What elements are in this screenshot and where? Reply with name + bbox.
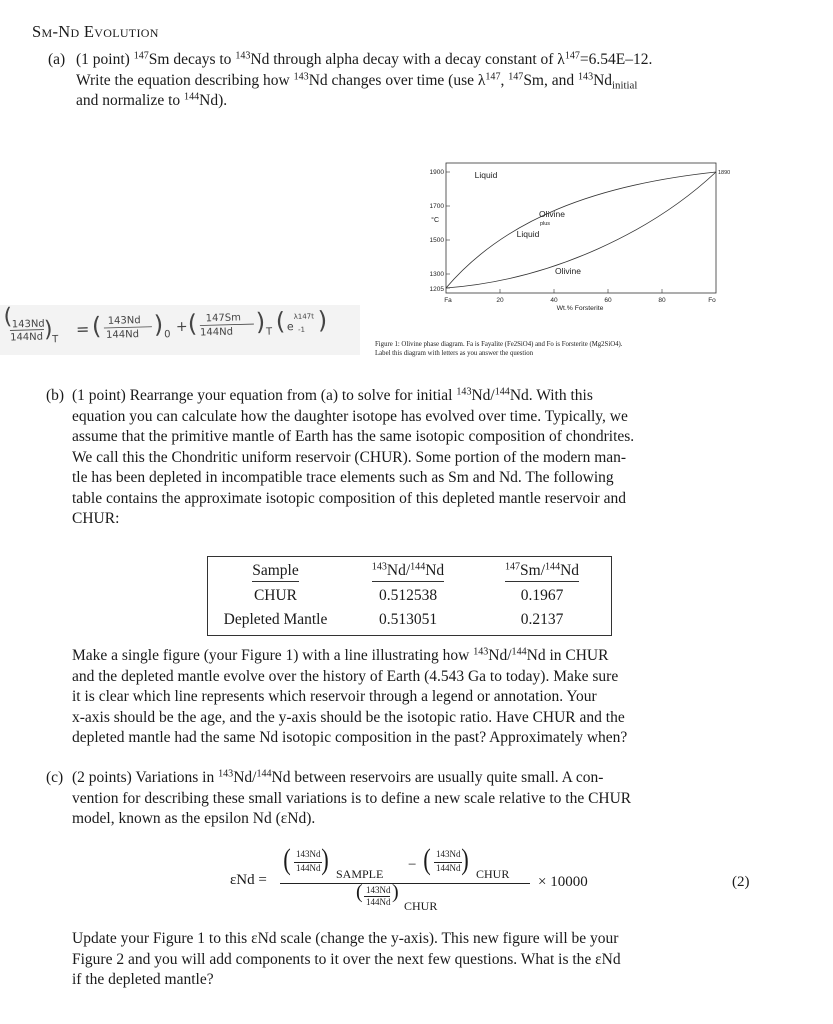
hw-lhs-num: 143Nd xyxy=(11,318,45,331)
part-a-label: (a) xyxy=(48,51,66,68)
cell-sample: Depleted Mantle xyxy=(223,611,328,628)
hw-plus: + xyxy=(175,318,188,336)
cell-sm: 0.1967 xyxy=(520,587,564,604)
ytick-1500: 1500 xyxy=(429,237,444,244)
xtick-20: 20 xyxy=(496,297,504,304)
hw-lhs-sub: T xyxy=(52,334,59,346)
y-axis-label: °C xyxy=(431,217,439,224)
header-sm-ratio: $^{147}$Sm/$^{144}$Nd xyxy=(505,562,579,582)
part-b-text: (1 point) Rearrange your equation from (a) to solve for initial $^{143}$Nd/$^{144}$Nd. With this equation you can calculate how the daughter isotope has evolved over time. Typically, we assume that the primitive mantle of Earth has the same isotopic composition of chondrites. We call this the Chondritic uniform reservoir (CHUR). Some portion of the modern man- tle has been depleted in incompatible trace elements such as Sm and Nd. The following table contains the approximate isotopic composition of this depleted mantle reservoir and CHUR: xyxy=(72,386,635,527)
svg-text:(: ( xyxy=(275,307,286,336)
eq-times: × 10000 xyxy=(538,874,588,890)
ytick-1700: 1700 xyxy=(429,203,444,210)
header-nd-ratio: $^{143}$Nd/$^{144}$Nd xyxy=(372,562,444,582)
xtick-fa: Fa xyxy=(444,297,452,304)
solidus-curve xyxy=(446,172,716,288)
right-temp-label: 1890 xyxy=(718,170,731,176)
xtick-fo: Fo xyxy=(708,297,716,304)
part-b-label: (b) xyxy=(46,387,65,404)
hw-exp-base: e xyxy=(286,320,294,334)
part-c-points: (2 points) xyxy=(72,769,132,786)
eq-number: (2) xyxy=(732,874,750,890)
region-plus: plus xyxy=(539,221,551,227)
part-c-label: (c) xyxy=(46,769,64,786)
table-header-row xyxy=(208,560,611,584)
part-c-text: (2 points) Variations in $^{143}$Nd/$^{144}$Nd between reservoirs are usually quite small. A con- vention for describing these small variations is to define a new scale relative to the CHUR model, known as the epsilon Nd (εNd). xyxy=(72,768,632,827)
svg-text:): ) xyxy=(317,306,328,335)
eq-fraction-bar xyxy=(280,883,530,884)
cell-sample: CHUR xyxy=(253,587,298,604)
svg-text:(: ( xyxy=(3,304,13,330)
plot-frame xyxy=(446,163,716,293)
hw-r1-den: 144Nd xyxy=(105,329,140,341)
eq-chur-sub-2: CHUR xyxy=(404,899,438,913)
ytick-1900: 1900 xyxy=(429,169,444,176)
svg-text:): ) xyxy=(153,310,164,339)
liquidus-curve xyxy=(446,172,716,288)
x-axis-label: Wt.% Forsterite xyxy=(556,305,604,312)
part-a-points: (1 point) xyxy=(76,51,130,68)
isotope-table xyxy=(207,556,612,636)
svg-text:(: ( xyxy=(91,312,102,341)
part-a-text: (1 point) $^{147}$Sm decays to $^{143}$Nd through alpha decay with a decay constant of $\lambda^{147}=6.54E-12$. Write the equation describing how $^{143}$Nd changes over time (use $\lambda^{147}$, $^{147}$Sm, and $^{143}Nd_{initial}$ and normalize to $^{144}$Nd). xyxy=(76,50,653,109)
handwritten-answer xyxy=(0,305,360,355)
epsilon-nd-equation: εNd = ( 143Nd 144Nd ) SAMPLE − ( 143Nd 144Nd ) CHUR ( 143Nd 144Nd ) CHUR × 10000 (2) xyxy=(230,843,750,913)
eq-lhs: εNd = xyxy=(230,872,267,888)
olivine-phase-diagram xyxy=(424,160,731,340)
cell-nd: 0.513051 xyxy=(378,611,438,628)
cell-sm: 0.2137 xyxy=(520,611,564,628)
region-olivine: Olivine xyxy=(555,266,581,276)
ytick-1300: 1300 xyxy=(429,271,444,278)
hw-r1-num: 143Nd xyxy=(107,315,141,327)
part-b-continued-text: Make a single figure (your Figure 1) with a line illustrating how $^{143}$Nd/$^{144}$Nd in CHUR and the depleted mantle evolve over the history of Earth (4.543 Ga to today). Make sure it is clear which line represents which reservoir through a legend or annotation. Your x-axis should be the age, and the y-axis should be the isotopic ratio. Have CHUR and the depleted mantle had the same Nd isotopic composition in the past? Approximately when? xyxy=(72,646,628,746)
eq-sample-sub: SAMPLE xyxy=(336,867,384,881)
region-olivine-plus-liquid-1: Olivine xyxy=(539,209,565,219)
eq-chur-sub-1: CHUR xyxy=(476,867,510,881)
header-sample: Sample xyxy=(252,562,299,582)
hw-exp-minus: -1 xyxy=(297,325,306,334)
part-c-continued-text: Update your Figure 1 to this εNd scale (change the y-axis). This new figure will be your Figure 2 and you will add components to it over the next few questions. What is the εNd if the depleted mantle? xyxy=(72,930,621,988)
region-olivine-plus-liquid-2: Liquid xyxy=(516,229,540,239)
xtick-80: 80 xyxy=(658,297,666,304)
xtick-60: 60 xyxy=(604,297,612,304)
hw-r2-sub: T xyxy=(265,326,273,338)
svg-text:): ) xyxy=(43,317,53,343)
table-row xyxy=(208,584,611,608)
table-row xyxy=(208,608,611,632)
figure-caption: Figure 1: Olivine phase diagram. Fa is Fayalite (Fe2SiO4) and Fo is Forsterite (Mg2SiO4). Label this diagram with letters as you answer the question xyxy=(375,341,623,357)
svg-text:): ) xyxy=(255,307,266,337)
hw-lhs-den: 144Nd xyxy=(10,331,44,344)
region-liquid: Liquid xyxy=(474,170,498,180)
ytick-1205: 1205 xyxy=(429,286,444,293)
hw-equals: = xyxy=(75,319,90,339)
hw-exp-sup: λ147t xyxy=(293,312,315,322)
part-b-points: (1 point) xyxy=(72,387,126,404)
cell-nd: 0.512538 xyxy=(378,587,438,604)
hw-r2-den: 144Nd xyxy=(199,326,234,339)
hw-r2-num: 147Sm xyxy=(205,312,242,325)
svg-text:(: ( xyxy=(187,309,198,338)
eq-minus: − xyxy=(408,857,417,873)
hw-r1-sub: 0 xyxy=(163,329,171,341)
section-title: SM-ND EVOLUTION xyxy=(32,22,159,41)
xtick-40: 40 xyxy=(550,297,558,304)
